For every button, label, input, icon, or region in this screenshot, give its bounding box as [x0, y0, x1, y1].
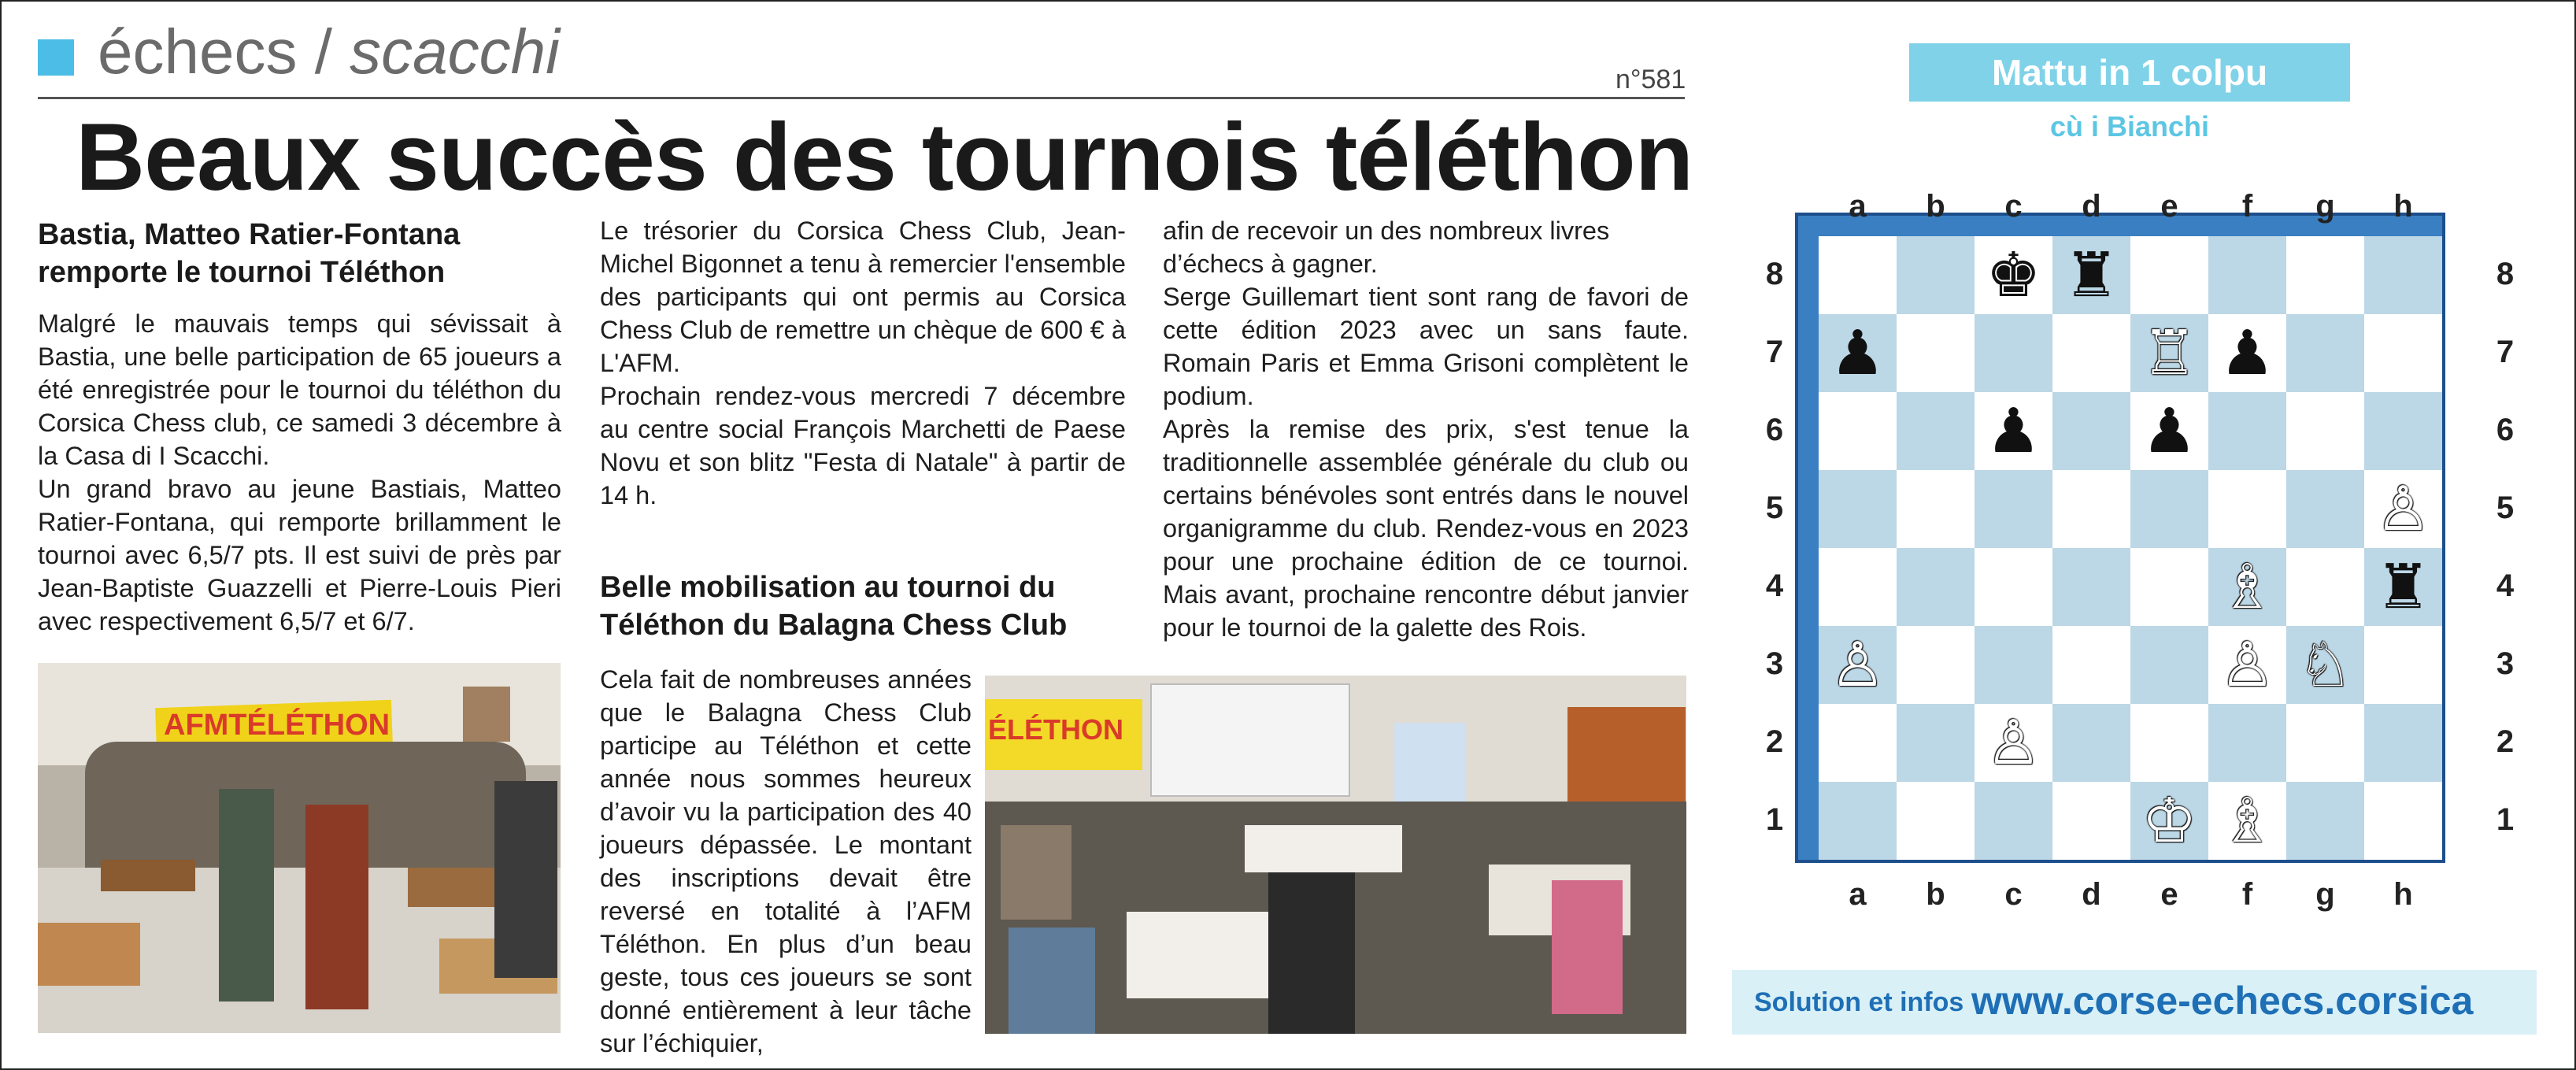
square-g2[interactable] — [2286, 704, 2364, 782]
square-d4[interactable] — [2052, 548, 2130, 626]
square-h6[interactable] — [2364, 392, 2442, 470]
article1-body-col1 — [38, 307, 561, 638]
section-marker — [38, 39, 74, 76]
file-label-top: c — [2004, 189, 2023, 224]
black-rook-icon[interactable]: ♜ — [2063, 239, 2119, 311]
square-b3[interactable] — [1897, 626, 1975, 704]
square-d2[interactable] — [2052, 704, 2130, 782]
rank-label-right: 5 — [2496, 490, 2515, 525]
file-label-bottom: f — [2241, 877, 2253, 912]
photo-balagna-tournament — [985, 676, 1686, 1034]
article1-paragraph: Un grand bravo au jeune Bastiais, Matteo Ratier-Fontana, qui remporte brillamment le tournoi avec 6,5/7 pts. Il est suivi de près par Jean-Baptiste Guazzelli et Pierre-Louis Pieri avec respectivement 6,5/7 et 6/7. — [38, 475, 561, 635]
square-g6[interactable] — [2286, 392, 2364, 470]
square-g8[interactable] — [2286, 236, 2364, 314]
square-b5[interactable] — [1897, 470, 1975, 548]
article1-title: Bastia, Matteo Ratier-Fontana remporte le tournoi Téléthon — [38, 218, 461, 289]
white-pawn-icon[interactable]: ♙ — [1986, 707, 2041, 779]
square-b2[interactable] — [1897, 704, 1975, 782]
square-e5[interactable] — [2130, 470, 2208, 548]
article2-paragraph: afin de recevoir un des nombreux livres d’échecs à gagner. — [1163, 217, 1610, 278]
square-h1[interactable] — [2364, 782, 2442, 860]
white-king-icon[interactable]: ♔ — [2141, 785, 2197, 857]
chessboard — [1819, 236, 2439, 860]
square-f6[interactable] — [2208, 392, 2286, 470]
square-d3[interactable] — [2052, 626, 2130, 704]
file-label-bottom: g — [2315, 877, 2335, 912]
black-pawn-icon[interactable]: ♟ — [2141, 395, 2197, 467]
rank-label-left: 8 — [1765, 256, 1784, 291]
rank-label-right: 8 — [2496, 256, 2515, 291]
square-a1[interactable] — [1819, 782, 1897, 860]
square-b1[interactable] — [1897, 782, 1975, 860]
footer-label: Solution et infos — [1754, 987, 1964, 1017]
rank-label-right: 3 — [2496, 646, 2515, 681]
file-label-bottom: e — [2160, 877, 2178, 912]
article1-paragraph: Malgré le mauvais temps qui sévissait à Bastia, une belle participation de 65 joueurs a été enregistrée pour le tournoi du téléthon du Corsica Chess club, ce samedi 3 décembre à la Casa di I Scacchi. — [38, 309, 561, 470]
article1-paragraph: Le trésorier du Corsica Chess Club, Jean-Michel Bigonnet a tenu à remercier l'ensemble des participants qui ont permis au Corsica Chess Club de remettre un chèque de 600 € à L'AFM. — [600, 217, 1126, 377]
article2-paragraph: Serge Guillemart tient sont rang de favori de cette édition 2023 avec un sans faute. Romain Paris et Emma Grisoni complètent le podium. — [1163, 283, 1689, 410]
header-rule — [38, 97, 1685, 99]
footer-banner — [1732, 970, 2537, 1035]
section-name-corsican: scacchi — [350, 17, 560, 87]
white-bishop-icon[interactable]: ♗ — [2219, 785, 2275, 857]
photo-banner-text: AFMTÉLÉTHON — [164, 709, 390, 742]
black-pawn-icon[interactable]: ♟ — [1830, 317, 1886, 389]
white-rook-icon[interactable]: ♖ — [2141, 317, 2197, 389]
square-c3[interactable] — [1975, 626, 2052, 704]
issue-number: n°581 — [1616, 65, 1686, 94]
square-g1[interactable] — [2286, 782, 2364, 860]
file-label-top: g — [2315, 189, 2335, 224]
square-a2[interactable] — [1819, 704, 1897, 782]
square-f8[interactable] — [2208, 236, 2286, 314]
photo-bastia-players — [38, 663, 561, 1033]
file-label-top: e — [2160, 189, 2178, 224]
rank-label-left: 4 — [1765, 568, 1784, 603]
rank-label-right: 2 — [2496, 724, 2515, 759]
rank-label-right: 7 — [2496, 334, 2515, 369]
white-pawn-icon[interactable]: ♙ — [2375, 473, 2431, 545]
file-label-top: d — [2082, 189, 2101, 224]
square-d1[interactable] — [2052, 782, 2130, 860]
square-d6[interactable] — [2052, 392, 2130, 470]
white-pawn-icon[interactable]: ♙ — [2219, 629, 2275, 701]
file-label-bottom: h — [2393, 877, 2413, 912]
rank-label-right: 4 — [2496, 568, 2515, 603]
file-label-bottom: c — [2004, 877, 2023, 912]
rank-label-right: 1 — [2496, 802, 2515, 837]
square-a8[interactable] — [1819, 236, 1897, 314]
white-knight-icon[interactable]: ♘ — [2297, 629, 2353, 701]
file-label-top: b — [1926, 189, 1945, 224]
rank-label-left: 7 — [1765, 334, 1784, 369]
website-link[interactable]: www.corse-echecs.corsica — [1971, 979, 2474, 1023]
page-headline: Beaux succès des tournois téléthon — [76, 103, 1693, 210]
square-f2[interactable] — [2208, 704, 2286, 782]
square-a5[interactable] — [1819, 470, 1897, 548]
file-label-bottom: a — [1849, 877, 1867, 912]
rank-label-left: 1 — [1765, 802, 1784, 837]
square-d5[interactable] — [2052, 470, 2130, 548]
file-label-top: a — [1849, 189, 1867, 224]
file-label-bottom: b — [1926, 877, 1945, 912]
file-label-top: h — [2393, 189, 2413, 224]
black-rook-icon[interactable]: ♜ — [2375, 551, 2431, 623]
square-a4[interactable] — [1819, 548, 1897, 626]
square-h7[interactable] — [2364, 314, 2442, 392]
square-b4[interactable] — [1897, 548, 1975, 626]
square-g5[interactable] — [2286, 470, 2364, 548]
file-label-top: f — [2241, 189, 2253, 224]
square-e2[interactable] — [2130, 704, 2208, 782]
square-e8[interactable] — [2130, 236, 2208, 314]
article1-paragraph: Prochain rendez-vous mercredi 7 décembre au centre social François Marchetti de Paese Novu et son blitz "Festa di Natale" à partir de 14 h. — [600, 382, 1126, 509]
section-label — [98, 17, 560, 87]
square-b7[interactable] — [1897, 314, 1975, 392]
square-d7[interactable] — [2052, 314, 2130, 392]
square-c1[interactable] — [1975, 782, 2052, 860]
rank-label-left: 3 — [1765, 646, 1784, 681]
black-pawn-icon[interactable]: ♟ — [2219, 317, 2275, 389]
rank-label-left: 5 — [1765, 490, 1784, 525]
rank-label-left: 2 — [1765, 724, 1784, 759]
puzzle-subtitle: cù i Bianchi — [2049, 110, 2210, 143]
black-king-icon[interactable]: ♚ — [1986, 239, 2041, 311]
square-c4[interactable] — [1975, 548, 2052, 626]
photo-banner-text: ÉLÉTHON — [988, 713, 1124, 746]
white-pawn-icon[interactable]: ♙ — [1830, 629, 1886, 701]
square-e4[interactable] — [2130, 548, 2208, 626]
square-h2[interactable] — [2364, 704, 2442, 782]
article1-body-col2 — [600, 214, 1126, 512]
article2-title: Belle mobilisation au tournoi du Téléthon du Balagna Chess Club — [600, 571, 1068, 642]
article2-paragraph: Cela fait de nombreuses années que le Balagna Chess Club participe au Téléthon et cette année nous sommes heureux d’avoir vu la participation des 40 joueurs dépassée. Le montant des inscriptions devait être reversé en totalité à l’AFM Téléthon. En plus d’un beau geste, tous ces joueurs se sont donné entièrement à leur tâche sur l’échiquier, — [600, 665, 972, 1057]
file-label-bottom: d — [2082, 877, 2101, 912]
puzzle-title: Mattu in 1 colpu — [1909, 43, 2350, 102]
square-h3[interactable] — [2364, 626, 2442, 704]
square-b6[interactable] — [1897, 392, 1975, 470]
square-a6[interactable] — [1819, 392, 1897, 470]
section-name: échecs / — [98, 17, 332, 87]
square-g4[interactable] — [2286, 548, 2364, 626]
square-h8[interactable] — [2364, 236, 2442, 314]
square-f5[interactable] — [2208, 470, 2286, 548]
square-b8[interactable] — [1897, 236, 1975, 314]
rank-label-right: 6 — [2496, 412, 2515, 447]
article2-paragraph: Après la remise des prix, s'est tenue la traditionnelle assemblée générale du club ou certains bénévoles sont entrés dans le nouvel organigramme du club. Rendez-vous en 2023 pour une prochaine édition de ce tournoi. Mais avant, prochaine rencontre début janvier pour le tournoi de la galette des Rois. — [1163, 415, 1689, 642]
square-c5[interactable] — [1975, 470, 2052, 548]
article2-body-col2 — [600, 663, 972, 1060]
black-pawn-icon[interactable]: ♟ — [1986, 395, 2041, 467]
rank-label-left: 6 — [1765, 412, 1784, 447]
square-c7[interactable] — [1975, 314, 2052, 392]
article2-body-col3 — [1163, 214, 1689, 644]
square-e3[interactable] — [2130, 626, 2208, 704]
white-bishop-icon[interactable]: ♗ — [2219, 551, 2275, 623]
square-g7[interactable] — [2286, 314, 2364, 392]
